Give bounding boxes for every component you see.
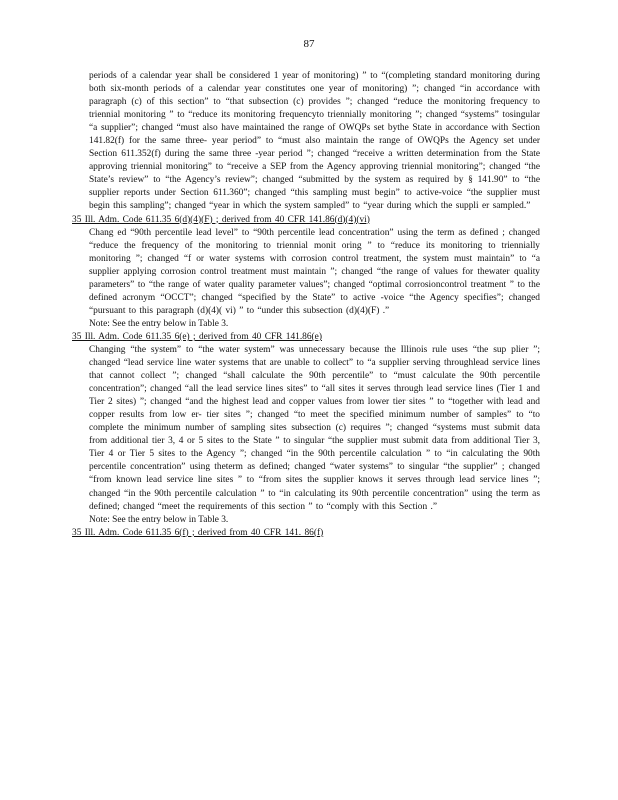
document-body [72, 70, 540, 540]
entry-body: Chang ed “90th percentile lead level” to “90th percentile lead concentration” using the term as defined ; changed “reduce the frequency of the monitoring to triennial monit oring ” to “reduce its monitoring to triennially monitoring ”; changed “f or water systems with corrosion control treatment, the system must maintain” to “a supplier applying corrosion control treatment must maintain ”; changed “the range of values for thewater quality parameters” to “the range of water quality parameter values”; changed “optimal corrosioncontrol treatment ” to the defined acronym “OCCT”; changed “specified by the State” to active -voice “the Agency specifies”; changed “pursuant to this paragraph (d)(4)( vi) ” to “under this subsection (d)(4)(F) .” [89, 227, 540, 316]
entry-heading: 35 Ill. Adm. Code 611.35 6(f) ; derived from 40 CFR 141. 86(f) [72, 527, 324, 538]
page-number: 87 [303, 38, 315, 50]
entry-note: Note: See the entry below in Table 3. [89, 514, 229, 525]
intro-paragraph: periods of a calendar year shall be considered 1 year of monitoring) ” to “(completing standard monitoring during both six-month periods of a calendar year constitutes one year of monitoring) ”; changed “in accordance with paragraph (c) of this section” to “that subsection (c) provides ”; changed “reduce the monitoring frequency to triennial monitoring ” to “reduce its monitoring frequencyto triennially monitoring ”; changed “systems” tosingular “a supplier”; changed “must also have maintained the range of OWQPs set bythe State in accordance with Section 141.82(f) for the same three- year period” to “must also maintain the range of OWQPs the Agency set under Section 611.352(f) during the same three -year period ”; changed “receive a written determination from the State approving triennial monitoring” to “receive a SEP from the Agency approving triennial monitoring”; changed “the State’s review” to “the Agency’s review”; changed “submitted by the system as required by § 141.90” to “the supplier reports under Section 611.360”; changed “this sampling must begin” to active-voice “the supplier must begin this sampling”; changed “year in which the system sampled” to “year during which the suppli er sampled.” [89, 71, 540, 212]
entry-heading: 35 Ill. Adm. Code 611.35 6(e) ; derived from 40 CFR 141.86(e) [72, 331, 322, 342]
entry-note: Note: See the entry below in Table 3. [89, 318, 229, 329]
entry-heading: 35 Ill. Adm. Code 611.35 6(d)(4)(F) ; derived from 40 CFR 141.86(d)(4)(vi) [72, 214, 370, 225]
entry-body: Changing “the system” to “the water system” was unnecessary because the Illinois rule uses “the sup plier ”; changed “lead service line water systems that are unable to collect” to “a supplier serving throughlead service lines that cannot collect ”; changed “shall calculate the 90th percentile” to “must calculate the 90th percentile concentration”; changed “all the lead service lines sites” to “all sites it serves through lead service lines (Tier 1 and Tier 2 sites) ”; changed “and the highest lead and copper values from lower tier sites ” to “together with lead and copper results from low er- tier sites ”; changed “to meet the specified minimum number of samples” to “to complete the minimum number of sampling sites subsection (c) requires ”; changed “systems must submit data from additional tier 3, 4 or 5 sites to the State ” to singular “the supplier must submit data from additional Tier 3, Tier 4 or Tier 5 sites to the Agency ”; changed “in the 90th percentile calculation ” to “in calculating the 90th percentile concentration” using theterm as defined; changed “water systems” to singular “the supplier” ; changed “from known lead service line sites ” to “from sites the supplier knows it serves through lead service lines ”; changed “in the 90th percentile calculation ” to “in calculating its 90th percentile concentration” using the term as defined; changed “meet the requirements of this section ” to “comply with this Section .” [89, 344, 540, 512]
